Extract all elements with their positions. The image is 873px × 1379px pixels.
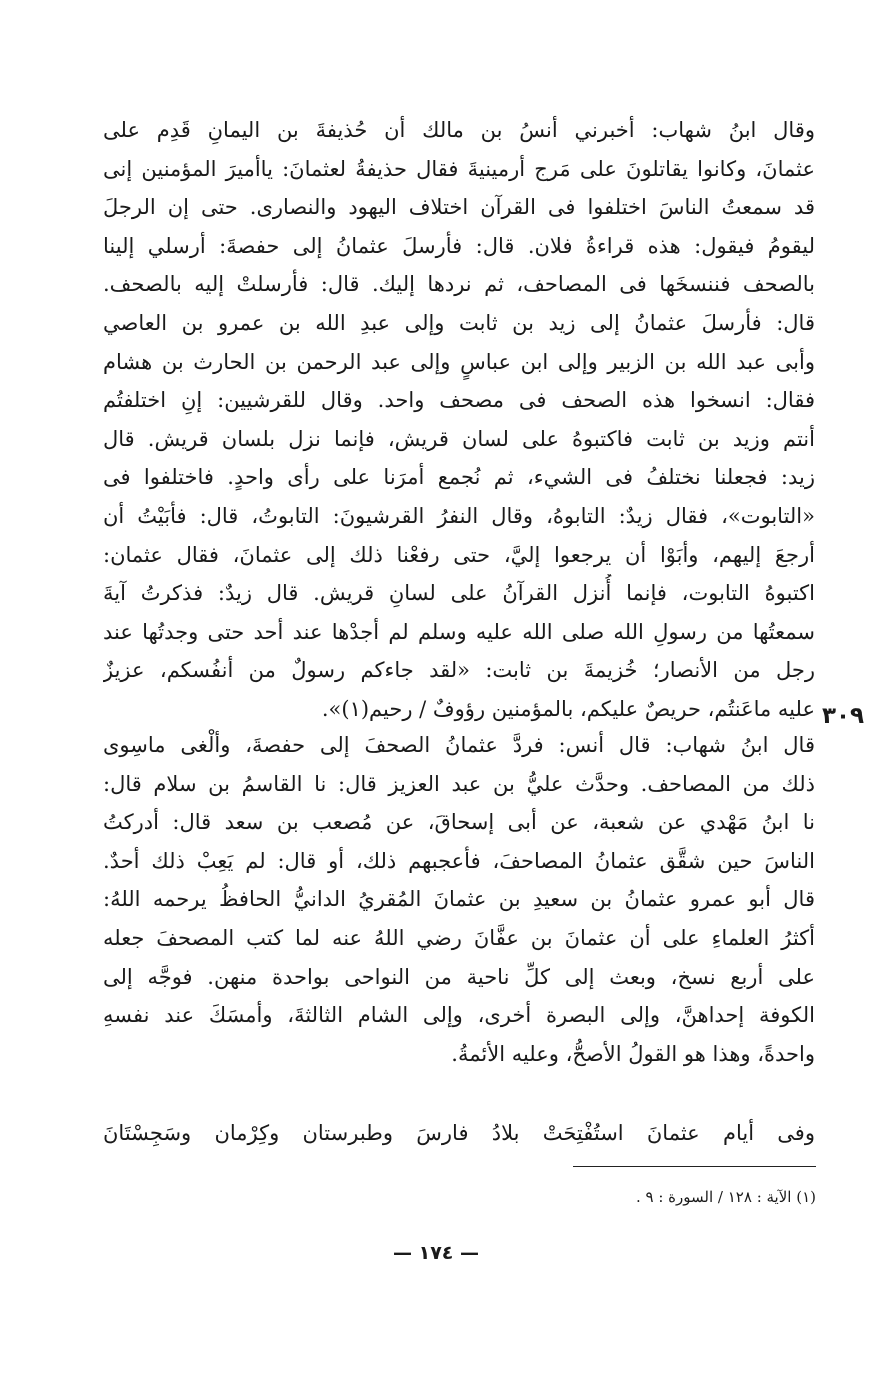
text-line: على أربع نسخ، وبعث إلى كلِّ ناحية من النواحى بواحدة منهن. فوجَّه إلى [103,964,815,989]
text-line: الكوفة إحداهنَّ، وإلى البصرة أخرى، وإلى الشام الثالثةَ، وأمسَكَ عند نفسهِ [103,1003,815,1028]
text-line: أرجعَ إليهم، وأبَوْا أن يرجعوا إليَّ، حتى رفعْنا ذلك إلى عثمانَ، فقال عثمان: [103,542,815,567]
text-line: بالصحف فننسخَها فى المصاحف، ثم نردها إليك. قال: فأرسلتْ إليه بالصحف. [103,272,815,297]
text-line: قد سمعتُ الناسَ اختلفوا فى القرآن اختلاف اليهود والنصارى. حتى إن الرجلَ [103,195,815,220]
text-line: وقال ابنُ شهاب: أخبرني أنسُ بن مالك أن حُذيفةَ بن اليمانِ قَدِم على [103,118,815,142]
text-line: عليه ماعَنتُم، حريصٌ عليكم، بالمؤمنين رؤوفٌ / رحيم(١)». [321,696,815,721]
text-line: نا ابنُ مَهْدي عن شعبة، عن أبى إسحاقَ، عن مُصعب بن سعد قال: أدركتُ [103,810,815,835]
paragraph-2 [103,726,815,1073]
footnote-separator [573,1166,816,1167]
text-line: «التابوت»، فقال زيدٌ: التابوهُ، وقال النفرُ القرشيونَ: التابوتُ، قال: فأبَيْتُ أن [103,503,815,528]
text-line: وفى أيام عثمانَ استُفْتِحَتْ بلادُ فارسَ وطبرستان وكِرْمان وسَجِسْتَانَ [103,1121,815,1145]
paragraph-3 [103,1114,815,1153]
margin-page-reference: ٣٠٩ [821,703,865,729]
text-line: فقال: انسخوا هذه الصحف فى مصحف واحد. وقال للقرشيين: إنِ اختلفتُم [103,388,815,413]
text-line: الناسَ حين شقَّق عثمانُ المصاحفَ، فأعجبهم ذلك، أو قال: لم يَعِبْ ذلك أحدٌ. [103,848,815,873]
text-line: رجل من الأنصار؛ خُزيمةَ بن ثابت: «لقد جاءكم رسولٌ من أنفُسكم، عزيزٌ [103,658,815,683]
text-line: سمعتُها من رسولِ الله صلى الله عليه وسلم لم أجدْها عند أحد حتى وجدتُها عند [103,619,815,644]
text-line: قال أبو عمرو عثمانُ بن سعيدِ بن عثمانَ المُقريُ الدانيُّ الحافظُ يرحمه اللهُ: [103,887,815,912]
text-line: اكتبوهُ التابوت، فإنما أُنزل القرآنُ على لسانِ قريش. قال زيدٌ: فذكرتُ آيةَ [103,581,815,606]
text-line: ذلك من المصاحف. وحدَّث عليُّ بن عبد العزيز قال: نا القاسمُ بن سلام قال: [103,771,815,796]
text-line: عثمانَ، وكانوا يقاتلونَ على مَرج أرمينيةَ فقال حذيفةُ لعثمانَ: ياأميرَ المؤمنين إنى [103,156,815,181]
text-line: قال ابنُ شهاب: قال أنس: فردَّ عثمانُ الصحفَ إلى حفصةَ، وألْغى ماسِوى [103,733,815,757]
footnote: (١) الآية : ١٢٨ / السورة : ٩ . [635,1188,816,1206]
text-line: أنتم وزيد بن ثابت فاكتبوهُ على لسان قريش، فإنما نزل بلسان قريش. قال [103,426,815,451]
paragraph-1 [103,111,815,729]
text-line: أكثرُ العلماءِ على أن عثمانَ بن عفَّانَ رضي اللهُ عنه لما كتب المصحفَ جعله [103,925,815,950]
text-line: واحدةً، وهذا هو القولُ الأصحُّ، وعليه الأئمةُ. [451,1041,815,1066]
page-number: — ١٧٤ — [392,1242,480,1264]
text-line: وأبى عبد الله بن الزبير وإلى ابن عباسٍ وإلى عبد الرحمن بن الحارث بن هشام [103,349,815,374]
text-line: ليقومُ فيقول: هذه قراءةُ فلان. قال: فأرسلَ عثمانُ إلى حفصةَ: أرسلي إلينا [103,233,815,258]
text-line: زيد: فجعلنا نختلفُ فى الشيء، ثم نُجمع أمرَنا على رأى واحدٍ. فاختلفوا فى [103,465,815,490]
text-line: قال: فأرسلَ عثمانُ إلى زيد بن ثابت وإلى عبدِ الله بن عمرو بن العاصي [103,310,815,335]
